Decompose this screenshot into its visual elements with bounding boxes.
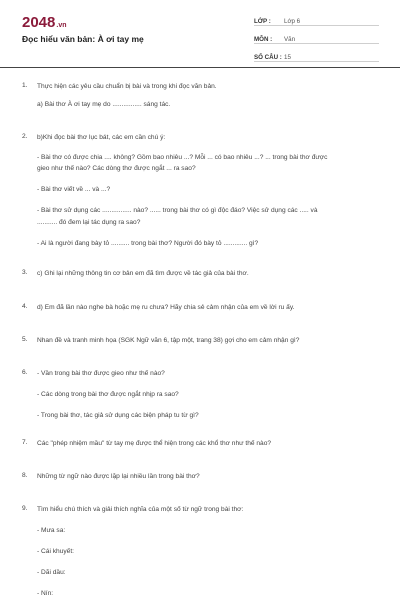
question-number: 4. [22, 303, 28, 310]
question-line: - Vần trong bài thơ được gieo như thế nào? [37, 370, 165, 377]
question-line: Những từ ngữ nào được lặp lại nhiều lần trong bài thơ? [37, 473, 200, 480]
meta-label: LỚP : [254, 18, 271, 25]
question-number: 9. [22, 505, 28, 512]
question-number: 6. [22, 369, 28, 376]
meta-row-count [254, 48, 379, 62]
question-line: Các "phép nhiệm mầu" từ tay mẹ được thể hiện trong các khổ thơ như thế nào? [37, 440, 272, 447]
question-line: ........... đó đem lại tác dụng ra sao? [37, 219, 141, 226]
question-line: d) Em đã lần nào nghe bà hoặc mẹ ru chưa? Hãy chia sẻ cảm nhận của em về lời ru ấy. [37, 304, 295, 311]
question-line: - Nín: [37, 590, 54, 597]
question-number: 3. [22, 269, 28, 276]
question-line: gieo như thế nào? Các dòng thơ được ngắt ... ra sao? [37, 165, 196, 172]
meta-row-class [254, 12, 379, 26]
question-line: - Mưa sa: [37, 527, 66, 534]
document-title: Đọc hiểu văn bản: À ơi tay mẹ [22, 34, 144, 44]
question-line: a) Bài thơ À ơi tay mẹ do ................ sáng tác. [37, 101, 171, 108]
question-line: - Bài thơ có được chia .... không? Gồm bao nhiêu ...? Mỗi ... có bao nhiêu ...? ... trong bài thơ được [37, 154, 328, 161]
logo-tld: .vn [56, 22, 67, 29]
meta-value: 15 [284, 54, 291, 61]
question-line: - Bài thơ sử dụng các ................ nào? ...... trong bài thơ có gì độc đáo? Việc sử dụng các ..... và [37, 207, 318, 214]
question-number: 2. [22, 133, 28, 140]
meta-value: Văn [284, 36, 296, 43]
question-line: - Cái khuyết: [37, 548, 75, 555]
question-number: 1. [22, 82, 28, 89]
meta-label: MÔN : [254, 36, 273, 43]
question-line: - Dãi dầu: [37, 569, 66, 576]
header-divider [0, 67, 400, 68]
document-header [0, 0, 400, 62]
question-number: 8. [22, 472, 28, 479]
question-line: - Ai là người đang bày tỏ .......... trong bài thơ? Người đó bày tỏ ............. gì? [37, 240, 259, 247]
logo-text: 2048 [22, 14, 56, 31]
question-line: Nhan đề và tranh minh họa (SGK Ngữ văn 6, tập một, trang 38) gợi cho em cảm nhận gì? [37, 337, 300, 344]
site-logo[interactable] [22, 14, 67, 31]
question-line: - Các dòng trong bài thơ được ngắt nhịp ra sao? [37, 391, 179, 398]
meta-value: Lớp 6 [284, 18, 301, 25]
meta-label: SỐ CÂU : [254, 54, 282, 61]
question-line: b)Khi đọc bài thơ lục bát, các em cần chú ý: [37, 134, 166, 141]
meta-row-subject [254, 30, 379, 44]
question-number: 5. [22, 336, 28, 343]
question-line: Tìm hiểu chú thích và giải thích nghĩa của một số từ ngữ trong bài thơ: [37, 506, 244, 513]
question-line: - Bài thơ viết về ... và ...? [37, 186, 111, 193]
question-line: - Trong bài thơ, tác giả sử dụng các biện pháp tu từ gì? [37, 412, 199, 419]
question-number: 7. [22, 439, 28, 446]
meta-table [254, 12, 379, 66]
question-line: c) Ghi lại những thông tin cơ bản em đã tìm được về tác giả của bài thơ. [37, 270, 249, 277]
question-line: Thực hiện các yêu cầu chuẩn bị bài và trong khi đọc văn bản. [37, 83, 217, 90]
